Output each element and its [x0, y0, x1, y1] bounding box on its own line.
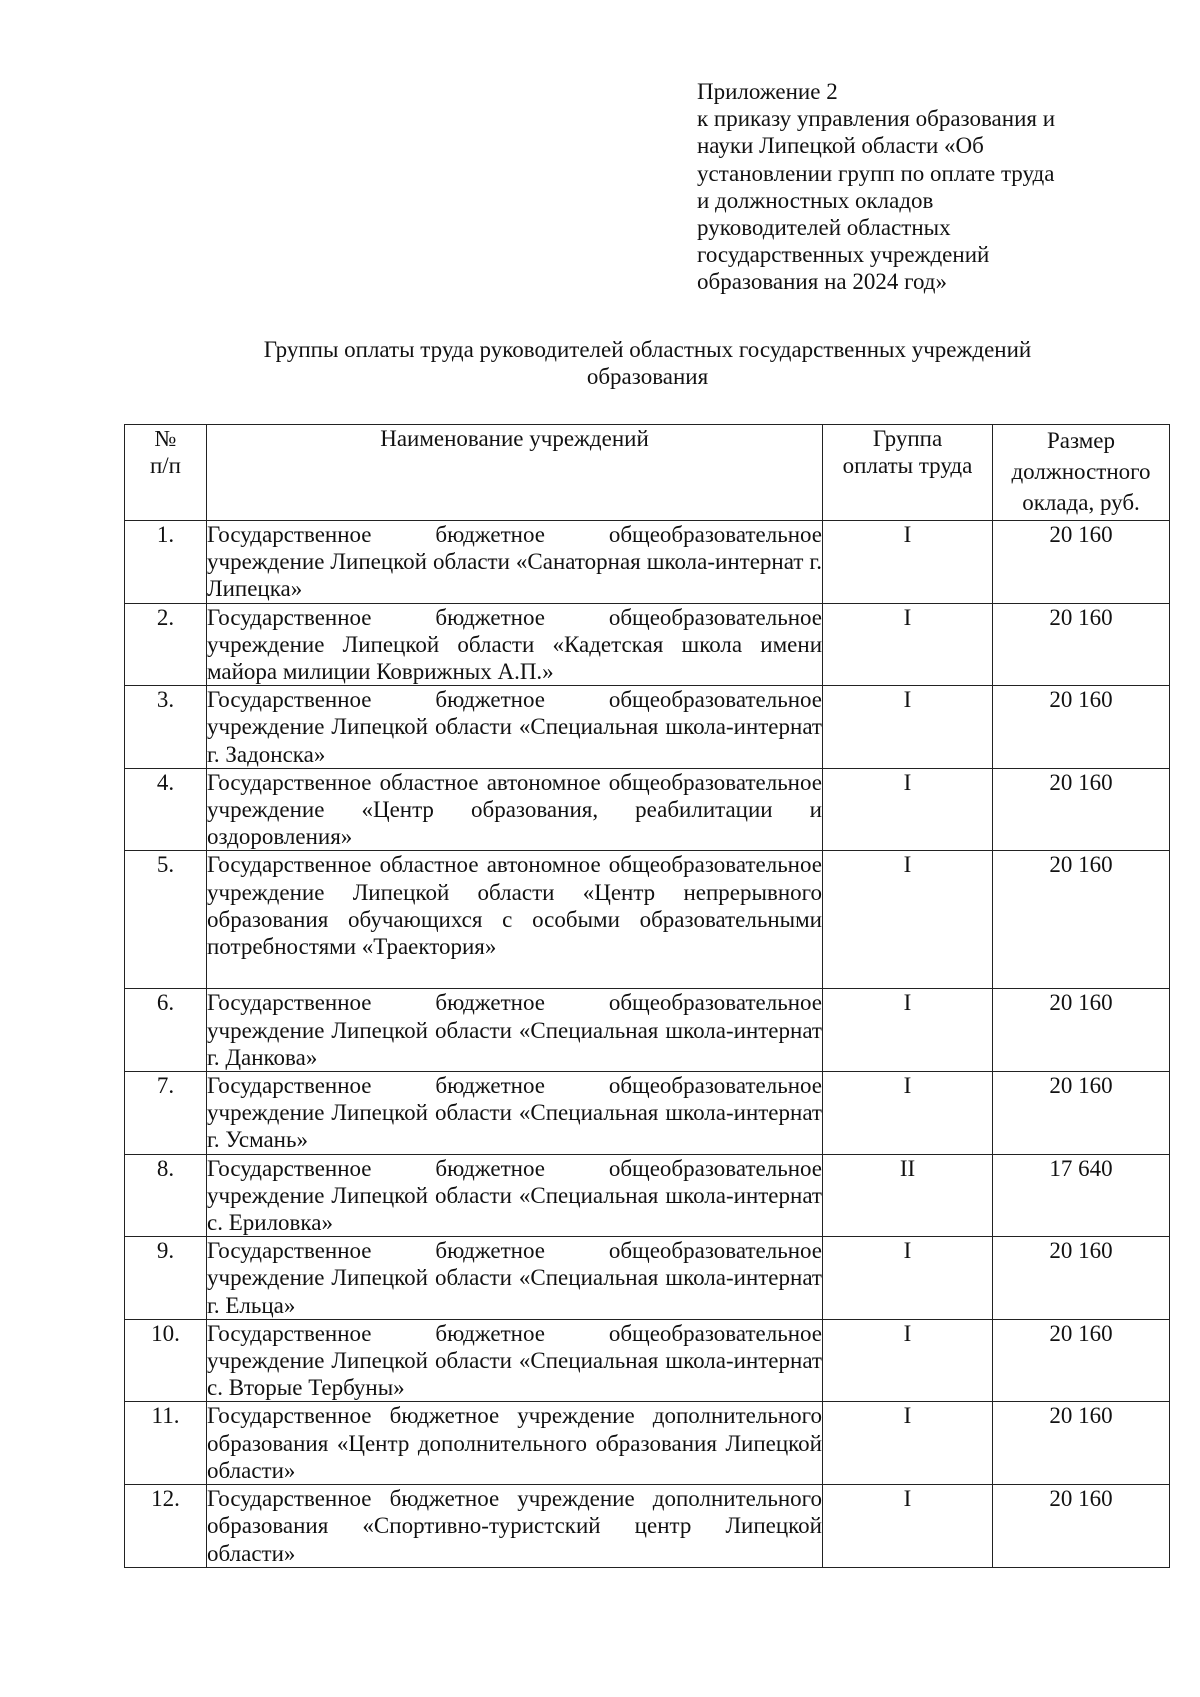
header-salary — [993, 425, 1170, 521]
row-number: 4. — [125, 768, 207, 851]
table-row — [125, 686, 1170, 769]
pay-group: I — [823, 1485, 993, 1568]
pay-group: I — [823, 1402, 993, 1485]
row-number: 6. — [125, 989, 207, 1072]
appendix-line: руководителей областных — [697, 215, 951, 241]
institution-name: Государственное бюджетное общеобразовательное учреждение Липецкой области «Специальная школа-интернат с. Вторые Тербуны» — [207, 1320, 822, 1401]
row-number: 10. — [125, 1319, 207, 1402]
pay-group: II — [823, 1154, 993, 1237]
salary-amount: 20 160 — [993, 989, 1170, 1072]
salary-amount: 20 160 — [993, 603, 1170, 686]
pay-group: I — [823, 1237, 993, 1320]
salary-amount: 20 160 — [993, 768, 1170, 851]
pay-group: I — [823, 768, 993, 851]
header-salary-label: должностного — [1011, 459, 1151, 484]
table-row — [125, 1237, 1170, 1320]
pay-group: I — [823, 989, 993, 1072]
pay-group: I — [823, 1072, 993, 1155]
appendix-line: науки Липецкой области «Об — [697, 133, 984, 159]
table-row — [125, 989, 1170, 1072]
row-number: 3. — [125, 686, 207, 769]
table-row — [125, 521, 1170, 604]
pay-groups-table — [124, 424, 1170, 1568]
appendix-line: установлении групп по оплате труда — [697, 160, 1055, 186]
institution-name: Государственное областное автономное общеобразовательное учреждение «Центр образования, реабилитации и оздоровления» — [207, 769, 822, 850]
table-row — [125, 1485, 1170, 1568]
header-name-label: Наименование учреждений — [380, 426, 649, 451]
salary-amount: 20 160 — [993, 1319, 1170, 1402]
table-header-row — [125, 425, 1170, 521]
row-number: 7. — [125, 1072, 207, 1155]
row-number: 2. — [125, 603, 207, 686]
institution-name: Государственное бюджетное учреждение дополнительного образования «Спортивно-туристский центр Липецкой области» — [207, 1486, 822, 1566]
header-salary-label: Размер — [1046, 428, 1116, 453]
row-number: 1. — [125, 521, 207, 604]
row-number: 9. — [125, 1237, 207, 1320]
salary-amount: 17 640 — [993, 1154, 1170, 1237]
table-row — [125, 768, 1170, 851]
header-number-sign: № — [154, 426, 177, 451]
header-number — [125, 425, 207, 521]
table-row — [125, 851, 1170, 989]
institution-name: Государственное бюджетное общеобразовательное учреждение Липецкой области «Санаторная школа-интернат г. Липецка» — [207, 522, 822, 602]
row-number: 11. — [125, 1402, 207, 1485]
institution-name: Государственное бюджетное общеобразовательное учреждение Липецкой области «Специальная школа-интернат г. Ельца» — [207, 1238, 822, 1318]
document-title-line: Группы оплаты труда руководителей областных государственных учреждений — [263, 337, 1032, 362]
salary-amount: 20 160 — [993, 521, 1170, 604]
pay-group: I — [823, 1319, 993, 1402]
appendix-block — [697, 78, 1117, 296]
pay-group: I — [823, 686, 993, 769]
appendix-line: Приложение 2 — [697, 79, 838, 104]
institution-name: Государственное бюджетное общеобразовательное учреждение Липецкой области «Кадетская школа имени майора милиции Коврижных А.П.» — [207, 604, 822, 685]
header-group-label: Группа — [872, 426, 943, 451]
appendix-line: образования на 2024 год» — [697, 269, 947, 295]
table-row — [125, 603, 1170, 686]
header-group — [823, 425, 993, 521]
table-row — [125, 1402, 1170, 1485]
header-name — [207, 425, 823, 521]
appendix-line: и должностных окладов — [697, 187, 934, 213]
document-title-line: образования — [586, 364, 709, 389]
document-title — [120, 336, 1175, 390]
salary-amount: 20 160 — [993, 1485, 1170, 1568]
salary-amount: 20 160 — [993, 851, 1170, 989]
header-salary-label: оклада, руб. — [1022, 490, 1140, 515]
institution-name: Государственное бюджетное общеобразовательное учреждение Липецкой области «Специальная школа-интернат г. Усмань» — [207, 1073, 822, 1153]
table-row — [125, 1319, 1170, 1402]
salary-amount: 20 160 — [993, 1072, 1170, 1155]
pay-group: I — [823, 521, 993, 604]
row-number: 12. — [125, 1485, 207, 1568]
institution-name: Государственное бюджетное общеобразовательное учреждение Липецкой области «Специальная школа-интернат с. Ериловка» — [207, 1155, 822, 1236]
institution-name: Государственное бюджетное учреждение дополнительного образования «Центр дополнительного образования Липецкой области» — [207, 1403, 822, 1483]
institution-name: Государственное областное автономное общеобразовательное учреждение Липецкой области «Центр непрерывного образования обучающихся с особыми образовательными потребностями «Траектория» — [207, 851, 823, 989]
salary-amount: 20 160 — [993, 1402, 1170, 1485]
salary-amount: 20 160 — [993, 686, 1170, 769]
table-row — [125, 1154, 1170, 1237]
header-group-label: оплаты труда — [842, 453, 973, 479]
header-number-abbr: п/п — [149, 453, 181, 479]
institution-name: Государственное бюджетное общеобразовательное учреждение Липецкой области «Специальная школа-интернат г. Задонска» — [207, 687, 822, 767]
pay-group: I — [823, 603, 993, 686]
appendix-line: государственных учреждений — [697, 242, 990, 268]
salary-amount: 20 160 — [993, 1237, 1170, 1320]
table-row — [125, 1072, 1170, 1155]
row-number: 5. — [125, 851, 207, 989]
institution-name: Государственное бюджетное общеобразовательное учреждение Липецкой области «Специальная школа-интернат г. Данкова» — [207, 990, 822, 1070]
appendix-line: к приказу управления образования и — [697, 106, 1056, 132]
row-number: 8. — [125, 1154, 207, 1237]
pay-group: I — [823, 851, 993, 989]
